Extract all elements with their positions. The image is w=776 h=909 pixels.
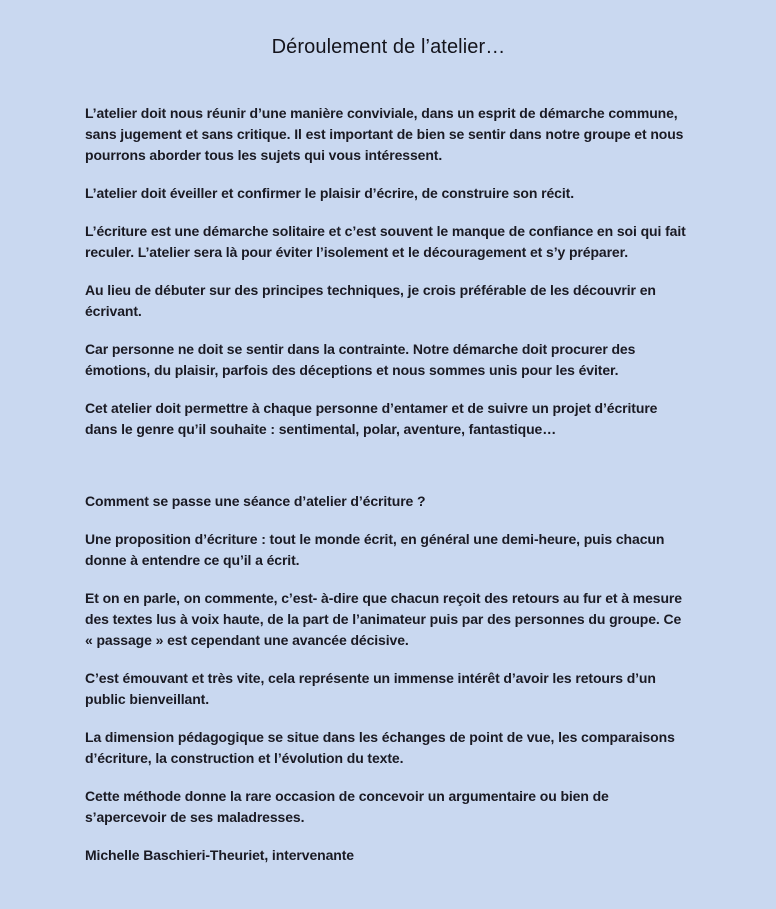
paragraph: La dimension pédagogique se situe dans les échanges de point de vue, les comparaisons d’écriture, la construction et l’évolution du texte. bbox=[85, 729, 675, 766]
paragraph: Et on en parle, on commente, c’est- à-dire que chacun reçoit des retours au fur et à mesure des textes lus à voix haute, de la part de l’animateur puis par des personnes du groupe. Ce « passage » est cependant une avancée décisive. bbox=[85, 590, 682, 648]
signature-line: Michelle Baschieri-Theuriet, intervenante bbox=[85, 847, 354, 863]
paragraph: Au lieu de débuter sur des principes techniques, je crois préférable de les découvrir en écrivant. bbox=[85, 282, 656, 319]
paragraph: Une proposition d’écriture : tout le monde écrit, en général une demi-heure, puis chacun donne à entendre ce qu’il a écrit. bbox=[85, 531, 665, 568]
paragraph-section-question: Comment se passe une séance d’atelier d’écriture ? bbox=[85, 493, 426, 509]
paragraph: L’écriture est une démarche solitaire et c’est souvent le manque de confiance en soi qui fait reculer. L’atelier sera là pour éviter l’isolement et le découragement et s’y préparer. bbox=[85, 223, 686, 260]
document-title: Déroulement de l’atelier… bbox=[271, 36, 506, 58]
paragraph: L’atelier doit nous réunir d’une manière conviviale, dans un esprit de démarche commune, sans jugement et sans critique. Il est important de bien se sentir dans notre groupe et nous pourrons aborder tous les sujets qui vous intéressent. bbox=[85, 105, 684, 163]
document-body bbox=[85, 103, 692, 866]
paragraph: Car personne ne doit se sentir dans la contrainte. Notre démarche doit procurer des émotions, du plaisir, parfois des déceptions et nous sommes unis pour les éviter. bbox=[85, 341, 636, 378]
paragraph: L’atelier doit éveiller et confirmer le plaisir d’écrire, de construire son récit. bbox=[85, 185, 574, 201]
paragraph: Cet atelier doit permettre à chaque personne d’entamer et de suivre un projet d’écriture dans le genre qu’il souhaite : sentimental, polar, aventure, fantastique… bbox=[85, 400, 658, 437]
paragraph: Cette méthode donne la rare occasion de concevoir un argumentaire ou bien de s’apercevoir de ses maladresses. bbox=[85, 788, 609, 825]
paragraph: C’est émouvant et très vite, cela représente un immense intérêt d’avoir les retours d’un public bienveillant. bbox=[85, 670, 656, 707]
